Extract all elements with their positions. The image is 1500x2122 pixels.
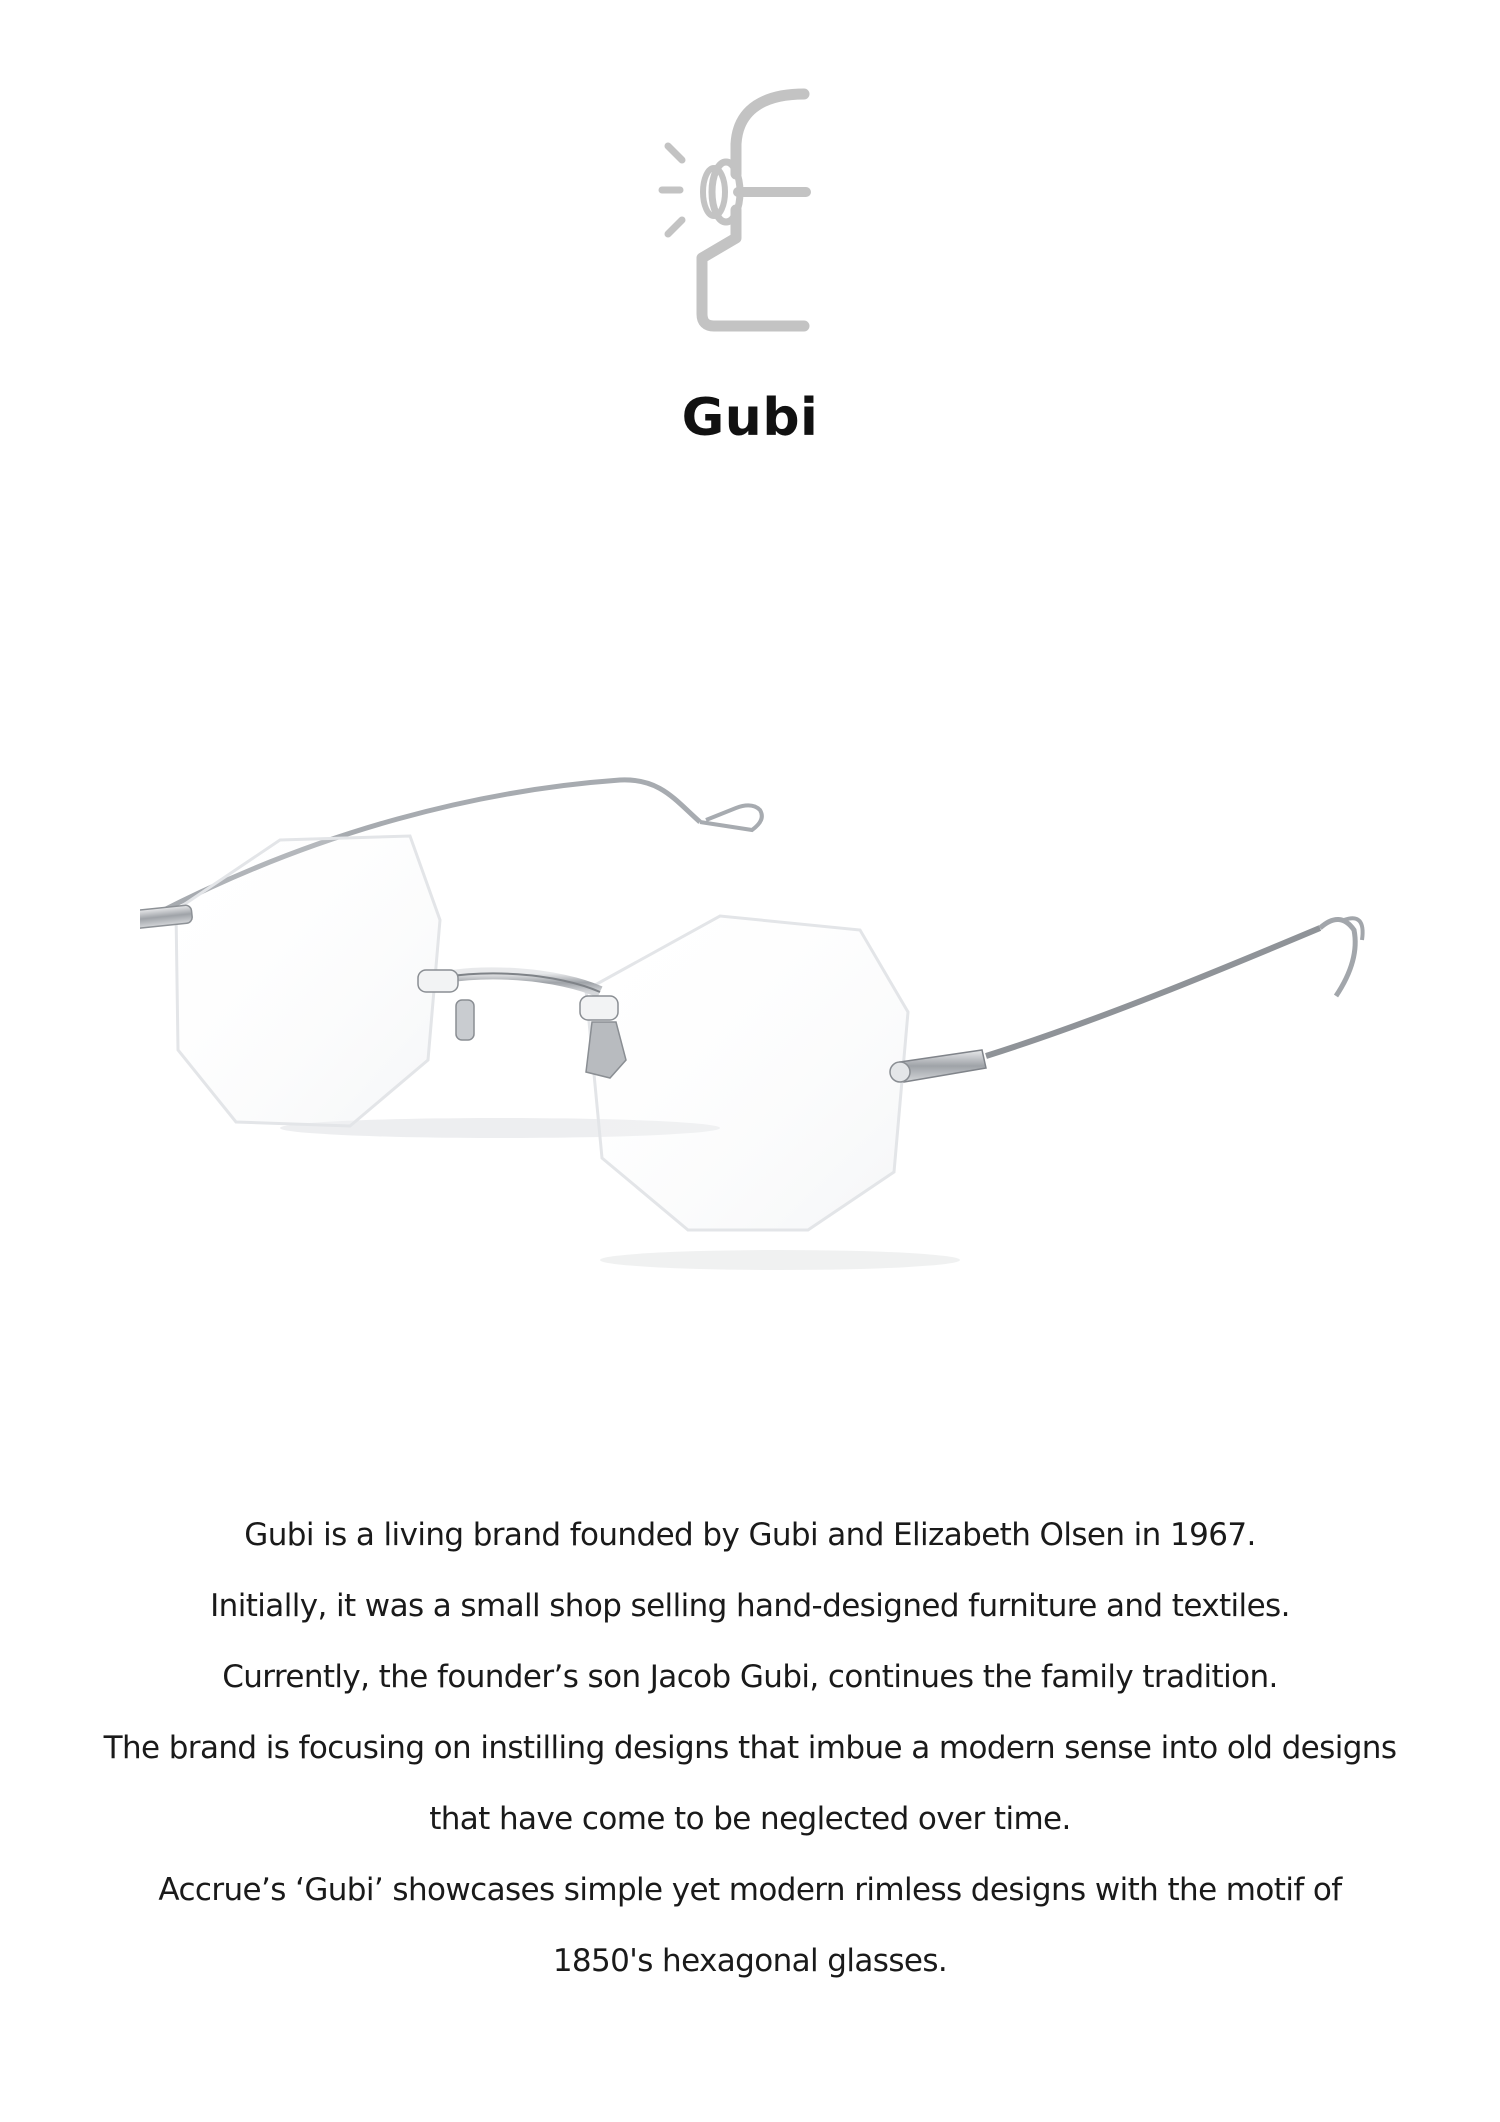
rimless-hexagonal-glasses-image [140,760,1380,1300]
description-line: Gubi is a living brand founded by Gubi and Elizabeth Olsen in 1967. [244,1517,1256,1553]
brand-title: Gubi [681,388,819,448]
description-line: 1850's hexagonal glasses. [552,1943,948,1979]
description-line: Currently, the founder’s son Jacob Gubi, continues the family tradition. [222,1659,1278,1695]
description-line: that have come to be neglected over time. [429,1801,1071,1837]
description-line: The brand is focusing on instilling designs that imbue a modern sense into old designs [103,1730,1397,1766]
description-line: Initially, it was a small shop selling hand-designed furniture and textiles. [210,1588,1290,1624]
description-line: Accrue’s ‘Gubi’ showcases simple yet modern rimless designs with the motif of [158,1872,1342,1908]
brand-description [0,1500,1500,1997]
face-with-glasses-icon [656,88,816,338]
